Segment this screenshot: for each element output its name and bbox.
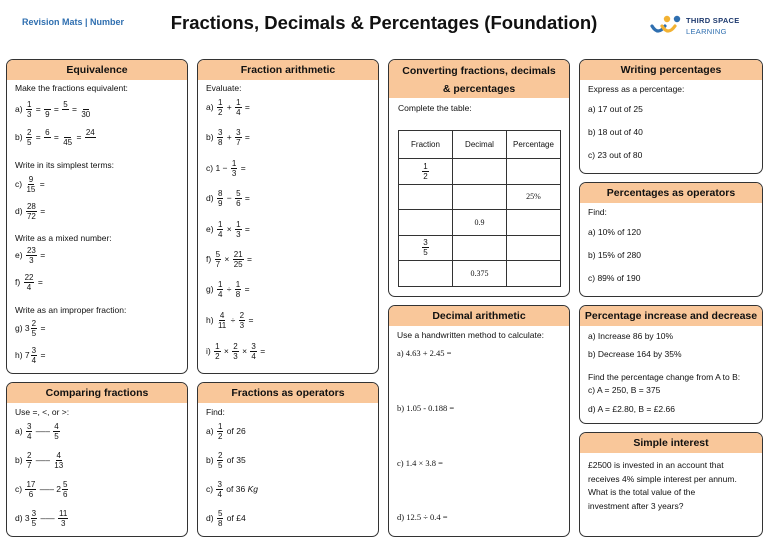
- percentages-operators-item-c: c) 89% of 190: [588, 273, 641, 283]
- fraction-arithmetic-item-g: g) $\frac{1}{4}$ ÷ $\frac{1}{8}$ =: [206, 280, 250, 299]
- fraction-arithmetic-item-i: i) $\frac{1}{2}$ × $\frac{2}{3}$ × $\frac{3}{4}$ =: [206, 342, 266, 361]
- table-cell: [453, 159, 507, 185]
- writing-percentages-item-a: a) 17 out of 25: [588, 104, 643, 114]
- percentages-operators-item-b: b) 15% of 280: [588, 250, 641, 260]
- fractions-operators-inst: Find:: [206, 407, 225, 417]
- table-header-percentage: Percentage: [507, 131, 561, 159]
- converting-inst: Complete the table:: [398, 103, 472, 113]
- writing-percentages-item-c: c) 23 out of 80: [588, 150, 643, 160]
- equivalence-item-h: h) 7 $\frac{3}{4}$ =: [15, 346, 46, 365]
- simple-interest-title: Simple interest: [580, 433, 762, 453]
- logo-line1: THIRD SPACE: [686, 16, 740, 25]
- table-cell: [453, 235, 507, 261]
- equivalence-item-d: d) $\frac{28}{72}$ =: [15, 202, 46, 221]
- equivalence-item-b: b) $\frac{2}{5}$ = 6 = 45 = 24: [15, 128, 95, 147]
- equivalence-title: Equivalence: [7, 60, 187, 80]
- table-cell: [399, 261, 453, 287]
- third-space-learning-logo: [650, 12, 760, 42]
- simple-interest-line-2: receives 4% simple interest per annum.: [588, 473, 737, 484]
- writing-percentages-inst: Express as a percentage:: [588, 84, 685, 94]
- percentage-change-item-d: d) A = £2.80, B = £2.66: [588, 404, 675, 414]
- writing-percentages-item-b: b) 18 out of 40: [588, 127, 643, 137]
- comparing-item-a: a) $\frac{3}{4}$ ––– $\frac{4}{5}$: [15, 422, 59, 441]
- comparing-item-c: c) $\frac{17}{6}$ ––– 2 $\frac{5}{6}$: [15, 480, 68, 499]
- table-row: [399, 261, 561, 287]
- table-cell: [507, 261, 561, 287]
- equivalence-item-e: e) $\frac{23}{3}$ =: [15, 246, 46, 265]
- table-cell: $\frac{3}{5}$: [399, 235, 453, 261]
- percentage-change-inst: Find the percentage change from A to B:: [588, 372, 741, 382]
- fraction-arithmetic-card: [197, 59, 379, 374]
- comparing-fractions-card: [6, 382, 188, 537]
- fraction-arithmetic-item-e: e) $\frac{1}{4}$ × $\frac{1}{3}$ =: [206, 220, 250, 239]
- comparing-item-b: b) $\frac{2}{7}$ ––– $\frac{4}{13}$: [15, 451, 64, 470]
- percentages-operators-item-a: a) 10% of 120: [588, 227, 641, 237]
- logo-line2: LEARNING: [686, 27, 727, 36]
- percentages-operators-inst: Find:: [588, 207, 607, 217]
- simple-interest-line-1: £2500 is invested in an account that: [588, 460, 724, 470]
- table-row: [399, 184, 561, 210]
- equivalence-item-g: g) 3 $\frac{2}{5}$ =: [15, 319, 46, 338]
- table-cell: [399, 184, 453, 210]
- fraction-arithmetic-item-c: c) 1 − $\frac{1}{3}$ =: [206, 159, 246, 178]
- conversion-table: [398, 130, 561, 287]
- table-cell: 0.9: [453, 210, 507, 236]
- equivalence-inst-4: Write as an improper fraction:: [15, 305, 127, 315]
- page-title: Fractions, Decimals & Percentages (Foundation): [170, 12, 598, 33]
- fraction-arithmetic-inst: Evaluate:: [206, 83, 242, 93]
- table-row: [399, 159, 561, 185]
- fraction-arithmetic-item-b: b) $\frac{3}{8}$ + $\frac{3}{7}$ =: [206, 128, 250, 147]
- converting-card: [388, 59, 570, 297]
- comparing-fractions-inst: Use =, <, or >:: [15, 407, 70, 417]
- table-cell: 0.375: [453, 261, 507, 287]
- percentage-change-item-a: a) Increase 86 by 10%: [588, 331, 674, 341]
- fractions-operators-item-c: c) $\frac{3}{4}$ of 36 Kg: [206, 480, 258, 499]
- percentages-operators-title: Percentages as operators: [580, 183, 762, 203]
- simple-interest-line-3: What is the total value of the: [588, 487, 696, 497]
- decimal-arithmetic-item-d: d) 12.5 ÷ 0.4 =: [397, 512, 448, 522]
- percentage-change-item-c: c) A = 250, B = 375: [588, 385, 661, 395]
- table-cell: [399, 210, 453, 236]
- decimal-arithmetic-item-b: b) 1.05 - 0.188 =: [397, 403, 455, 413]
- converting-title: Converting fractions, decimals & percentages: [389, 60, 569, 98]
- table-cell: $\frac{1}{2}$: [399, 159, 453, 185]
- table-cell: [507, 235, 561, 261]
- fraction-arithmetic-item-a: a) $\frac{1}{2}$ + $\frac{1}{4}$ =: [206, 98, 250, 117]
- percentage-change-item-b: b) Decrease 164 by 35%: [588, 349, 682, 359]
- equivalence-card: [6, 59, 188, 374]
- equivalence-item-a: a) $\frac{1}{3}$ = 9 = 5 = 30: [15, 100, 91, 119]
- comparing-item-d: d) 3 $\frac{3}{5}$ ––– $\frac{11}{3}$: [15, 509, 68, 528]
- decimal-arithmetic-inst: Use a handwritten method to calculate:: [397, 330, 544, 340]
- equivalence-inst-2: Write in its simplest terms:: [15, 160, 115, 170]
- fractions-operators-item-d: d) $\frac{5}{8}$ of £4: [206, 509, 246, 528]
- decimal-arithmetic-title: Decimal arithmetic: [389, 306, 569, 326]
- percentages-operators-card: [579, 182, 763, 297]
- table-cell: [507, 159, 561, 185]
- fractions-operators-item-a: a) $\frac{1}{2}$ of 26: [206, 422, 246, 441]
- table-header-fraction: Fraction: [399, 131, 453, 159]
- simple-interest-line-4: investment after 3 years?: [588, 500, 684, 511]
- equivalence-inst-3: Write as a mixed number:: [15, 233, 112, 243]
- decimal-arithmetic-card: [388, 305, 570, 537]
- table-row: [399, 210, 561, 236]
- equivalence-item-c: c) $\frac{9}{15}$ =: [15, 175, 45, 194]
- fractions-operators-card: [197, 382, 379, 537]
- decimal-arithmetic-item-a: a) 4.63 + 2.45 =: [397, 348, 452, 358]
- simple-interest-card: [579, 432, 763, 537]
- table-cell: [507, 210, 561, 236]
- writing-percentages-title: Writing percentages: [580, 60, 762, 80]
- logo-icon: [650, 14, 684, 36]
- table-row: [399, 235, 561, 261]
- comparing-fractions-title: Comparing fractions: [7, 383, 187, 403]
- percentage-change-title: Percentage increase and decrease: [580, 306, 762, 326]
- equivalence-inst-1: Make the fractions equivalent:: [15, 83, 128, 93]
- fraction-arithmetic-item-f: f) $\frac{5}{7}$ × $\frac{21}{25}$ =: [206, 250, 252, 269]
- fractions-operators-item-b: b) $\frac{2}{5}$ of 35: [206, 451, 246, 470]
- table-header-decimal: Decimal: [453, 131, 507, 159]
- percentage-change-card: [579, 305, 763, 424]
- fractions-operators-title: Fractions as operators: [198, 383, 378, 403]
- subject-label: Revision Mats | Number: [22, 17, 125, 27]
- fraction-arithmetic-item-h: h) $\frac{4}{11}$ ÷ $\frac{2}{3}$ =: [206, 311, 254, 330]
- equivalence-item-f: f) $\frac{22}{4}$ =: [15, 273, 43, 292]
- table-cell: [453, 184, 507, 210]
- writing-percentages-card: [579, 59, 763, 174]
- decimal-arithmetic-item-c: c) 1.4 × 3.8 =: [397, 458, 443, 468]
- table-cell: 25%: [507, 184, 561, 210]
- fraction-arithmetic-title: Fraction arithmetic: [198, 60, 378, 80]
- fraction-arithmetic-item-d: d) $\frac{8}{9}$ − $\frac{5}{6}$ =: [206, 189, 250, 208]
